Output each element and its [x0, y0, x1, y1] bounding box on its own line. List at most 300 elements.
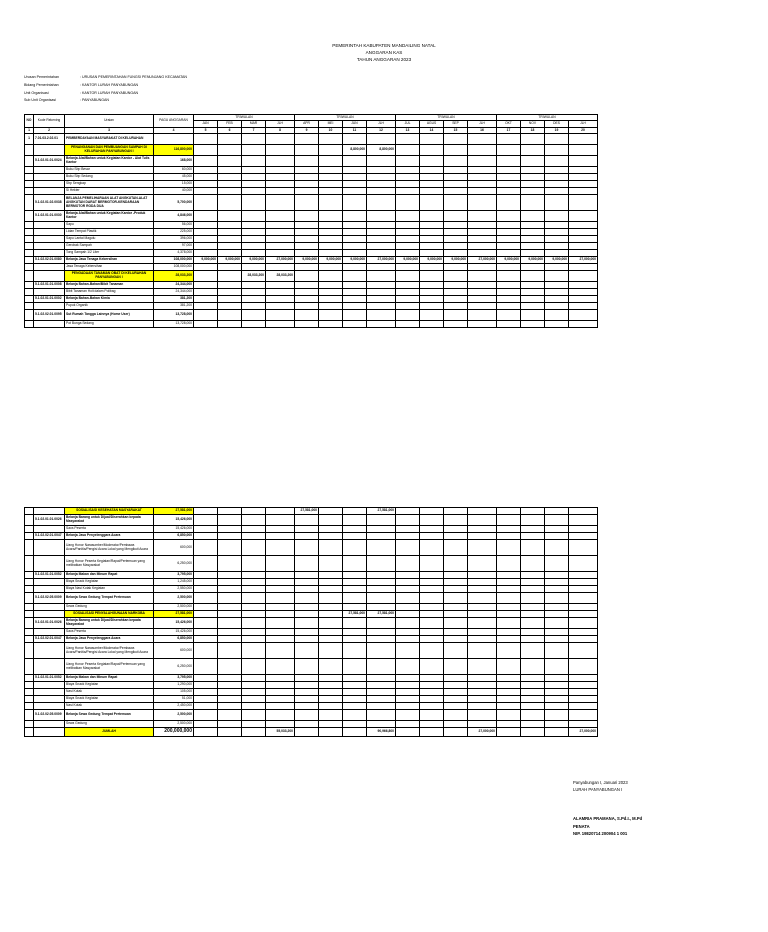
- cell-month-value: [569, 289, 598, 296]
- cell-month-value: [444, 721, 468, 728]
- cell-month-value: [396, 188, 420, 195]
- cell-month-value: [569, 156, 598, 167]
- cell-month-value: [521, 515, 545, 526]
- cell-no: [25, 643, 34, 659]
- report-title-line1: PEMERINTAH KABUPATEN MANDAILING NATAL: [332, 43, 436, 48]
- cell-month-value: [218, 181, 242, 188]
- cell-month-value: [444, 167, 468, 174]
- cell-month-value: [367, 710, 396, 721]
- cell-month-value: [497, 675, 521, 682]
- cell-no: [25, 533, 34, 540]
- cell-month-value: [545, 303, 569, 310]
- cell-month-value: [194, 303, 218, 310]
- cell-month-value: [367, 540, 396, 556]
- cell-month-value: [420, 721, 444, 728]
- cell-month-value: [319, 229, 343, 236]
- cell-month-value: [266, 250, 295, 257]
- cell-month-value: [266, 556, 295, 572]
- cell-month-value: [396, 264, 420, 271]
- cell-month-value: [497, 721, 521, 728]
- cell-uraian: Sapu Lantai Magulu: [65, 236, 154, 243]
- cell-month-value: 8,800,000: [367, 145, 396, 156]
- cell-uraian: Jasa Tenaga Kebersihan: [65, 264, 154, 271]
- cell-month-value: [545, 282, 569, 289]
- cell-month-value: [194, 321, 218, 328]
- cell-month-value: [497, 296, 521, 303]
- cell-month-value: [319, 682, 343, 689]
- cell-month-value: [396, 282, 420, 289]
- cell-no: [25, 296, 34, 303]
- cell-month-value: [497, 167, 521, 174]
- cell-month-value: [569, 593, 598, 604]
- cell-month-value: [367, 556, 396, 572]
- total-month-value: [343, 728, 367, 737]
- cell-month-value: [367, 211, 396, 222]
- cell-pagu: 51,000: [154, 696, 194, 703]
- signature-place-date: Panyabungan I, Januari 2023: [573, 780, 628, 785]
- cell-no: [25, 257, 34, 264]
- cell-pagu: 15,426,000: [154, 526, 194, 533]
- cell-month-value: [545, 289, 569, 296]
- table-row: [25, 195, 598, 211]
- cell-month-value: [343, 243, 367, 250]
- table-row: [25, 618, 598, 629]
- table-row: [25, 156, 598, 167]
- table-row: [25, 703, 598, 710]
- cell-no: [25, 579, 34, 586]
- table-row: [25, 515, 598, 526]
- cell-month-value: [396, 236, 420, 243]
- cell-month-value: [521, 145, 545, 156]
- cell-month-value: [218, 689, 242, 696]
- cell-month-value: [396, 556, 420, 572]
- cell-month-value: [319, 659, 343, 675]
- cell-month-value: [242, 579, 266, 586]
- cell-month-value: [444, 526, 468, 533]
- cell-month-value: [218, 593, 242, 604]
- cell-month-value: [194, 579, 218, 586]
- table-row: [25, 611, 598, 618]
- report-title-line2: ANGGARAN KAS: [365, 50, 403, 55]
- cell-month-value: [468, 540, 497, 556]
- cell-month-value: [295, 710, 319, 721]
- cell-month-value: [295, 222, 319, 229]
- cell-uraian: Sut Rumah Tangga Lainnya (Home User): [65, 310, 154, 321]
- cell-month-value: [521, 540, 545, 556]
- cell-month-value: [367, 236, 396, 243]
- cell-month-value: [295, 629, 319, 636]
- cell-month-value: [242, 145, 266, 156]
- cell-no: [25, 289, 34, 296]
- cell-month-value: [420, 310, 444, 321]
- cell-month-value: [545, 145, 569, 156]
- cell-month-value: [367, 515, 396, 526]
- cell-uraian: Belanja Jasa Penyelenggara Acara: [65, 533, 154, 540]
- cell-month-value: [295, 271, 319, 282]
- cell-month-value: [242, 289, 266, 296]
- cell-month-value: [218, 533, 242, 540]
- cell-month-value: [295, 643, 319, 659]
- cell-pagu: 4,846,000: [154, 211, 194, 222]
- cell-month-value: [266, 174, 295, 181]
- cell-month-value: [545, 236, 569, 243]
- cell-month-value: [367, 181, 396, 188]
- cell-month-value: [545, 264, 569, 271]
- cell-month-value: [468, 271, 497, 282]
- cell-month-value: [396, 134, 420, 145]
- cell-month-value: [497, 211, 521, 222]
- cell-uraian: Si Hekter: [65, 188, 154, 195]
- cell-month-value: [497, 303, 521, 310]
- table-row: [25, 271, 598, 282]
- cell-month-value: [420, 556, 444, 572]
- cell-month-value: 9,000,000: [545, 257, 569, 264]
- table-row: [25, 643, 598, 659]
- cell-month-value: [343, 296, 367, 303]
- cell-month-value: [396, 710, 420, 721]
- cell-month-value: [468, 586, 497, 593]
- cell-month-value: [545, 134, 569, 145]
- cell-month-value: [468, 145, 497, 156]
- table-row: [25, 604, 598, 611]
- cell-pagu: 45,000: [154, 174, 194, 181]
- cell-no: [25, 181, 34, 188]
- total-month-value: 27,000,000: [569, 728, 598, 737]
- cell-month-value: [242, 303, 266, 310]
- cell-month-value: [295, 296, 319, 303]
- cell-no: [25, 586, 34, 593]
- cell-month-value: [497, 593, 521, 604]
- cell-kode: [34, 659, 65, 675]
- cell-uraian: Pupuk Organik: [65, 303, 154, 310]
- cell-kode: [34, 556, 65, 572]
- cell-month-value: [242, 533, 266, 540]
- cell-month-value: [242, 572, 266, 579]
- organization-info: [24, 74, 187, 105]
- cell-month-value: [444, 264, 468, 271]
- cell-month-value: 27,000,000: [468, 257, 497, 264]
- cell-month-value: [468, 703, 497, 710]
- cell-month-value: [266, 586, 295, 593]
- cell-kode: [34, 243, 65, 250]
- cell-month-value: [569, 222, 598, 229]
- total-month-value: [420, 728, 444, 737]
- cell-month-value: [367, 696, 396, 703]
- cell-month-value: [444, 703, 468, 710]
- total-month-value: 27,000,000: [468, 728, 497, 737]
- cell-month-value: [218, 540, 242, 556]
- meta-value: : KANTOR LURAH PANYABUNGAN: [80, 90, 139, 95]
- cell-month-value: [468, 250, 497, 257]
- cell-month-value: [396, 229, 420, 236]
- cell-month-value: [266, 572, 295, 579]
- cell-kode: [34, 728, 65, 737]
- cell-no: [25, 211, 34, 222]
- cell-month-value: [343, 134, 367, 145]
- cell-month-value: [444, 282, 468, 289]
- cell-month-value: [194, 618, 218, 629]
- cell-month-value: [343, 188, 367, 195]
- cell-month-value: [545, 211, 569, 222]
- cell-month-value: [295, 572, 319, 579]
- cell-month-value: [396, 604, 420, 611]
- cell-month-value: [545, 515, 569, 526]
- cell-month-value: [295, 167, 319, 174]
- cell-month-value: [420, 515, 444, 526]
- cell-month-value: [444, 211, 468, 222]
- cell-month-value: [444, 134, 468, 145]
- cell-month-value: [468, 526, 497, 533]
- cell-kode: [34, 579, 65, 586]
- cell-kode: 5.1.02.01.01.0030: [34, 211, 65, 222]
- cell-month-value: [444, 250, 468, 257]
- cell-month-value: [420, 675, 444, 682]
- cell-month-value: [194, 243, 218, 250]
- cell-no: [25, 167, 34, 174]
- cell-kode: 5.1.02.01.01.0052: [34, 572, 65, 579]
- cell-pagu: 24,344,000: [154, 289, 194, 296]
- cell-month-value: [242, 296, 266, 303]
- table-row: [25, 508, 598, 515]
- cell-month-value: [569, 682, 598, 689]
- cell-month-value: [266, 526, 295, 533]
- cell-month-value: [545, 526, 569, 533]
- cell-month-value: [497, 682, 521, 689]
- cell-month-value: [444, 181, 468, 188]
- cell-month-value: [468, 174, 497, 181]
- cell-kode: [34, 696, 65, 703]
- cell-month-value: [319, 145, 343, 156]
- cell-month-value: [420, 540, 444, 556]
- cell-month-value: [497, 526, 521, 533]
- cell-month-value: [194, 526, 218, 533]
- cell-month-value: [420, 195, 444, 211]
- cell-kode: [34, 629, 65, 636]
- cell-month-value: [468, 629, 497, 636]
- cell-month-value: [367, 321, 396, 328]
- cell-month-value: [569, 145, 598, 156]
- cell-month-value: [420, 321, 444, 328]
- cell-pagu: 168,000: [154, 156, 194, 167]
- table-row: [25, 721, 598, 728]
- cell-month-value: [396, 156, 420, 167]
- col-number: 6: [218, 127, 242, 133]
- cell-month-value: [266, 310, 295, 321]
- cell-month-value: [521, 696, 545, 703]
- cell-month-value: [295, 586, 319, 593]
- table-row: [25, 696, 598, 703]
- report-title-line3: TAHUN ANGGARAN 2023: [356, 57, 412, 62]
- cell-month-value: [497, 271, 521, 282]
- total-month-value: [545, 728, 569, 737]
- cell-month-value: [521, 174, 545, 181]
- cell-month-value: [218, 682, 242, 689]
- cell-month-value: [295, 682, 319, 689]
- cell-month-value: [521, 211, 545, 222]
- cell-pagu: 13,728,000: [154, 321, 194, 328]
- cell-month-value: [343, 310, 367, 321]
- cell-month-value: [367, 167, 396, 174]
- cell-month-value: [420, 243, 444, 250]
- cell-month-value: [420, 303, 444, 310]
- cell-month-value: 28,033,200: [242, 271, 266, 282]
- cell-month-value: [218, 586, 242, 593]
- cell-pagu: 396,000: [154, 236, 194, 243]
- cell-kode: 7.01.03.2.02.01: [34, 134, 65, 145]
- cell-month-value: [444, 629, 468, 636]
- cell-month-value: [545, 321, 569, 328]
- cell-month-value: [266, 515, 295, 526]
- cell-month-value: [242, 526, 266, 533]
- cell-kode: [34, 721, 65, 728]
- cell-month-value: [545, 682, 569, 689]
- total-month-value: [242, 728, 266, 737]
- cell-month-value: [396, 271, 420, 282]
- cell-month-value: [218, 526, 242, 533]
- cell-month-value: [545, 556, 569, 572]
- cell-month-value: [242, 636, 266, 643]
- cell-month-value: [545, 533, 569, 540]
- cell-month-value: [194, 310, 218, 321]
- cell-month-value: [420, 710, 444, 721]
- cell-pagu: 6,850,000: [154, 636, 194, 643]
- cell-month-value: [420, 636, 444, 643]
- table-row: [25, 167, 598, 174]
- cell-month-value: [521, 508, 545, 515]
- cell-no: [25, 250, 34, 257]
- cell-month-value: [242, 710, 266, 721]
- cell-month-value: [569, 264, 598, 271]
- cell-pagu: 27,581,000: [154, 611, 194, 618]
- col-number: 2: [34, 127, 65, 133]
- cell-month-value: [319, 243, 343, 250]
- cell-month-value: [343, 636, 367, 643]
- cell-month-value: [295, 145, 319, 156]
- cell-month-value: [468, 229, 497, 236]
- table-row: [25, 264, 598, 271]
- table-row: [25, 174, 598, 181]
- table-row: [25, 556, 598, 572]
- cell-month-value: [194, 533, 218, 540]
- cell-month-value: [367, 174, 396, 181]
- cell-month-value: [468, 303, 497, 310]
- cell-month-value: [569, 604, 598, 611]
- cell-month-value: [468, 710, 497, 721]
- cell-month-value: [497, 289, 521, 296]
- cell-month-value: [468, 321, 497, 328]
- cell-pagu: [154, 134, 194, 145]
- cell-month-value: [242, 211, 266, 222]
- cell-month-value: [218, 156, 242, 167]
- cell-pagu: 2,500,000: [154, 710, 194, 721]
- cell-month-value: [343, 321, 367, 328]
- cell-month-value: [218, 296, 242, 303]
- cell-month-value: [319, 303, 343, 310]
- cell-month-value: [266, 593, 295, 604]
- cell-no: [25, 682, 34, 689]
- table-row: [25, 222, 598, 229]
- col-number: 3: [65, 127, 154, 133]
- cell-month-value: [319, 579, 343, 586]
- cell-month-value: [319, 188, 343, 195]
- cell-month-value: [497, 236, 521, 243]
- cell-month-value: [497, 321, 521, 328]
- cell-month-value: [343, 689, 367, 696]
- cell-month-value: [569, 174, 598, 181]
- cell-kode: 5.1.02.02.05.0009: [34, 593, 65, 604]
- cell-month-value: [218, 696, 242, 703]
- col-header-month: JLH: [266, 121, 295, 127]
- cell-month-value: [319, 593, 343, 604]
- cell-month-value: [242, 282, 266, 289]
- cell-month-value: [242, 593, 266, 604]
- cell-month-value: [343, 629, 367, 636]
- cell-month-value: [319, 540, 343, 556]
- cell-pagu: 15,426,000: [154, 515, 194, 526]
- cell-month-value: [521, 296, 545, 303]
- cell-month-value: [194, 689, 218, 696]
- cell-pagu: 13,728,000: [154, 310, 194, 321]
- cell-month-value: [444, 243, 468, 250]
- cell-month-value: [266, 682, 295, 689]
- cell-month-value: [295, 593, 319, 604]
- cell-month-value: [218, 515, 242, 526]
- cell-pagu: 1,245,000: [154, 579, 194, 586]
- cell-month-value: [396, 572, 420, 579]
- cell-month-value: [420, 229, 444, 236]
- cell-month-value: [242, 264, 266, 271]
- cell-month-value: [343, 572, 367, 579]
- cell-uraian: Uang Honor Narasumber/Moderator/Pembawa Acara/Panitia/Pengisi Acara Lokal yang Mengikuti Acara: [65, 540, 154, 556]
- cell-pagu: 116,800,000: [154, 145, 194, 156]
- cell-month-value: [295, 310, 319, 321]
- cell-month-value: [468, 696, 497, 703]
- cell-month-value: [266, 211, 295, 222]
- cell-month-value: [242, 721, 266, 728]
- cell-month-value: [521, 264, 545, 271]
- cell-month-value: [194, 181, 218, 188]
- cell-month-value: [266, 243, 295, 250]
- cell-month-value: [194, 636, 218, 643]
- cell-kode: 5.1.02.02.01.0080: [34, 257, 65, 264]
- cell-month-value: [420, 643, 444, 659]
- cell-month-value: [521, 271, 545, 282]
- cell-month-value: [194, 675, 218, 682]
- cell-month-value: [569, 526, 598, 533]
- cell-month-value: [194, 289, 218, 296]
- cell-month-value: [444, 611, 468, 618]
- cell-uraian: Pot Bunga Sedang: [65, 321, 154, 328]
- col-header-month: JUN: [343, 121, 367, 127]
- col-number: 11: [343, 127, 367, 133]
- cell-pagu: 2,500,000: [154, 721, 194, 728]
- cell-month-value: [343, 593, 367, 604]
- cell-month-value: [266, 533, 295, 540]
- cell-uraian: Sbp Sengkap: [65, 181, 154, 188]
- cell-month-value: [343, 604, 367, 611]
- cell-month-value: [242, 243, 266, 250]
- cell-month-value: [545, 250, 569, 257]
- cell-month-value: [396, 174, 420, 181]
- cell-month-value: [420, 296, 444, 303]
- cell-uraian: Belanja Makan dan Minum Rapat: [65, 675, 154, 682]
- cell-month-value: [396, 611, 420, 618]
- cell-month-value: [319, 508, 343, 515]
- cell-uraian: Saos Peserta: [65, 629, 154, 636]
- cell-month-value: [319, 264, 343, 271]
- cell-month-value: [319, 618, 343, 629]
- cell-month-value: [194, 703, 218, 710]
